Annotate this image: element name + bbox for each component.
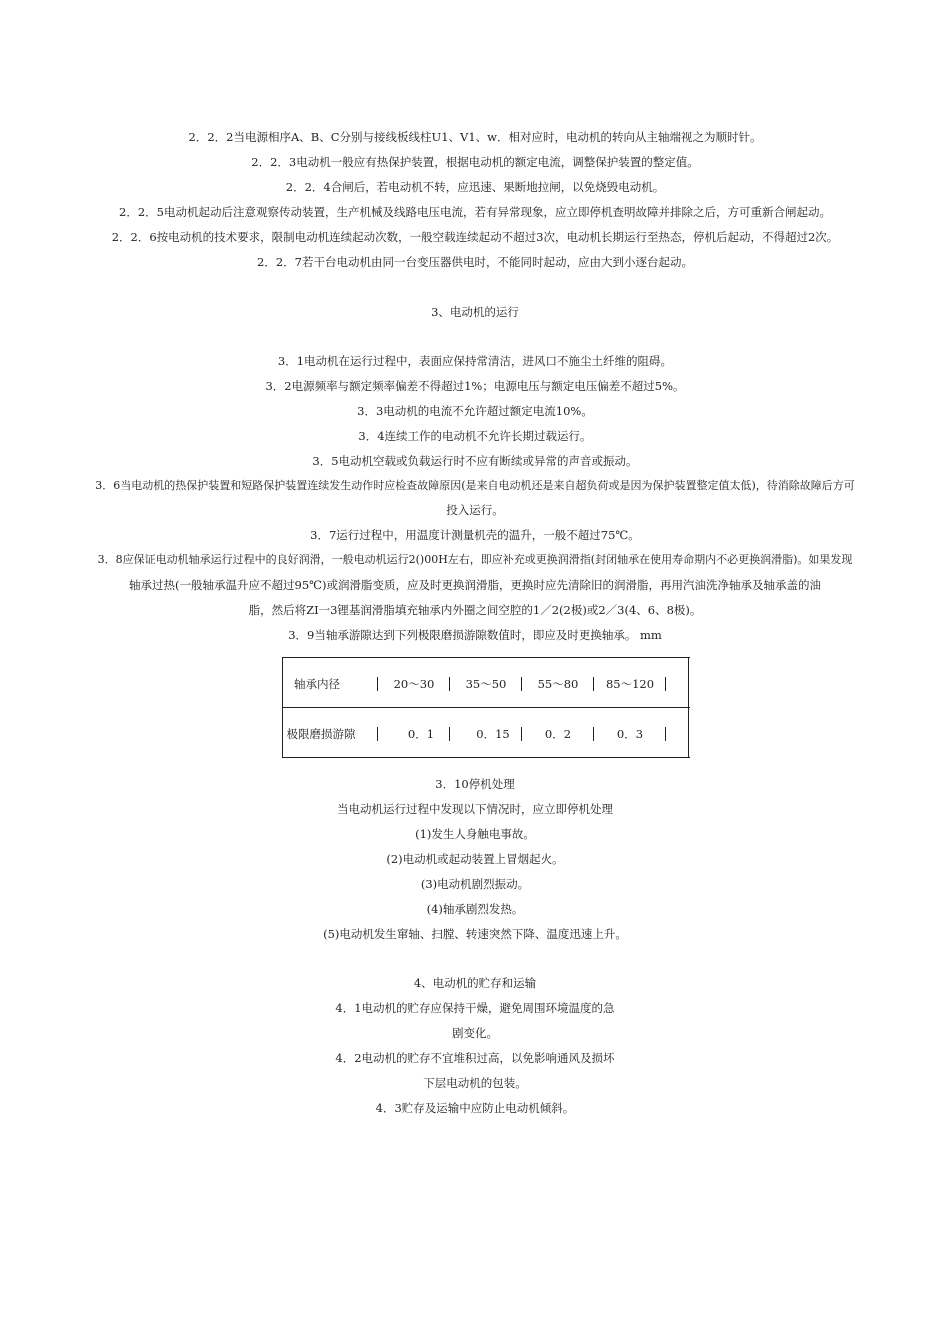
clause-3-9: 3．9当轴承游隙达到下列极限磨损游隙数值时，即应及时更换轴承。 mm — [288, 628, 662, 642]
table-cell: 85～120 — [605, 677, 655, 691]
table-border-left — [282, 657, 283, 758]
stop-condition-1: (1)发生人身触电事故。 — [415, 827, 535, 841]
clause-2-2-5: 2．2．5电动机起动后注意观察传动装置，生产机械及线路电压电流，若有异常现象，应立即停机查明故障并排除之后，方可重新合闸起动。 — [119, 205, 831, 219]
table-row-label-bore: 轴承内径 — [294, 677, 340, 691]
stop-condition-5: (5)电动机发生窜轴、扫膛、转速突然下降、温度迅速上升。 — [323, 927, 627, 941]
clause-3-8-line-2: 轴承过热(一般轴承温升应不超过95℃)或润滑脂变质，应及时更换润滑脂，更换时应先清除旧的润滑脂，再用汽油洗净轴承及轴承盖的油 — [129, 578, 821, 592]
section-3-heading: 3、电动机的运行 — [431, 305, 519, 319]
clause-4-1-line-2: 剧变化。 — [452, 1026, 498, 1040]
table-col-divider — [377, 677, 378, 691]
bearing-clearance-table — [282, 657, 692, 759]
clause-4-1-line-1: 4．1电动机的贮存应保持干燥，避免周围环境温度的急 — [335, 1001, 615, 1015]
stop-condition-2: (2)电动机或起动装置上冒烟起火。 — [386, 852, 564, 866]
clause-2-2-4: 2．2．4合闸后，若电动机不转，应迅速、果断地拉闸，以免烧毁电动机。 — [285, 180, 665, 194]
clause-2-2-6: 2．2．6按电动机的技术要求，限制电动机连续起动次数，一般空载连续起动不超过3次，电动机长期运行至热态，停机后起动，不得超过2次。 — [111, 230, 839, 244]
table-cell: 20～30 — [393, 677, 435, 691]
table-rule-middle — [282, 707, 690, 708]
table-row-label-clearance: 极限磨损游隙 — [286, 727, 356, 741]
clause-2-2-3: 2．2．3电动机一般应有热保护装置，根据电动机的额定电流，调整保护装置的整定值。 — [251, 155, 699, 169]
table-cell: 0．15 — [476, 727, 510, 741]
clause-3-10-title: 3．10停机处理 — [435, 777, 515, 791]
clause-3-1: 3．1电动机在运行过程中，表面应保持常清洁，进风口不施尘土纤维的阻碍。 — [277, 354, 673, 368]
clause-4-2-line-1: 4．2电动机的贮存不宜堆积过高，以免影响通风及损坏 — [335, 1051, 615, 1065]
clause-3-4: 3．4连续工作的电动机不允许长期过载运行。 — [358, 429, 592, 443]
stop-condition-4: (4)轴承剧烈发热。 — [426, 902, 524, 916]
clause-3-6-line-2: 投入运行。 — [446, 503, 504, 517]
section-4-heading: 4、电动机的贮存和运输 — [413, 976, 537, 990]
table-cell: 0．2 — [544, 727, 572, 741]
clause-3-2: 3．2电源频率与额定频率偏差不得超过1%；电源电压与额定电压偏差不超过5%。 — [265, 379, 685, 393]
table-col-divider — [377, 727, 378, 741]
clause-2-2-2: 2．2．2当电源相序A、B、C分别与接线板线柱U1、V1、w．相对应时，电动机的转向从主轴端视之为顺时针。 — [188, 130, 762, 144]
clause-3-5: 3．5电动机空载或负载运行时不应有断续或异常的声音或振动。 — [312, 454, 638, 468]
table-col-divider — [665, 677, 666, 691]
clause-4-2-line-2: 下层电动机的包装。 — [423, 1076, 527, 1090]
table-col-divider — [665, 727, 666, 741]
clause-3-8-line-3: 脂，然后将ZI一3锂基润滑脂填充轴承内外圈之间空腔的1／2(2极)或2／3(4、6、8极)。 — [248, 603, 702, 617]
table-cell: 35～50 — [465, 677, 507, 691]
clause-3-3: 3．3电动机的电流不允许超过额定电流10%。 — [357, 404, 593, 418]
table-cell: 55～80 — [537, 677, 579, 691]
table-col-divider — [593, 677, 594, 691]
clause-3-6-line-1: 3．6当电动机的热保护装置和短路保护装置连续发生动作时应检查故障原因(是来自电动机还是来自超负荷或是因为保护装置整定值太低)，待消除故障后方可 — [95, 479, 855, 492]
table-border-right — [688, 657, 689, 758]
clause-3-10-intro: 当电动机运行过程中发现以下情况时，应立即停机处理 — [337, 802, 613, 816]
table-rule-top — [282, 657, 690, 658]
table-col-divider — [593, 727, 594, 741]
clause-3-7: 3．7运行过程中，用温度计测量机壳的温升，一般不超过75℃。 — [310, 528, 640, 542]
table-cell: 0．3 — [616, 727, 644, 741]
stop-condition-3: (3)电动机剧烈振动。 — [420, 877, 530, 891]
table-col-divider — [521, 677, 522, 691]
clause-3-8-line-1: 3．8应保证电动机轴承运行过程中的良好润滑，一般电动机运行2()00H左右，即应补充或更换润滑指(封闭轴承在使用寿命期内不必更换润滑脂)。如果发现 — [97, 553, 853, 566]
table-cell: 0．1 — [407, 727, 435, 741]
table-col-divider — [449, 677, 450, 691]
table-rule-bottom — [282, 757, 690, 758]
clause-2-2-7: 2．2．7若干台电动机由同一台变压器供电时，不能同时起动，应由大到小逐台起动。 — [257, 255, 693, 269]
clause-4-3: 4．3贮存及运输中应防止电动机倾斜。 — [375, 1101, 575, 1115]
